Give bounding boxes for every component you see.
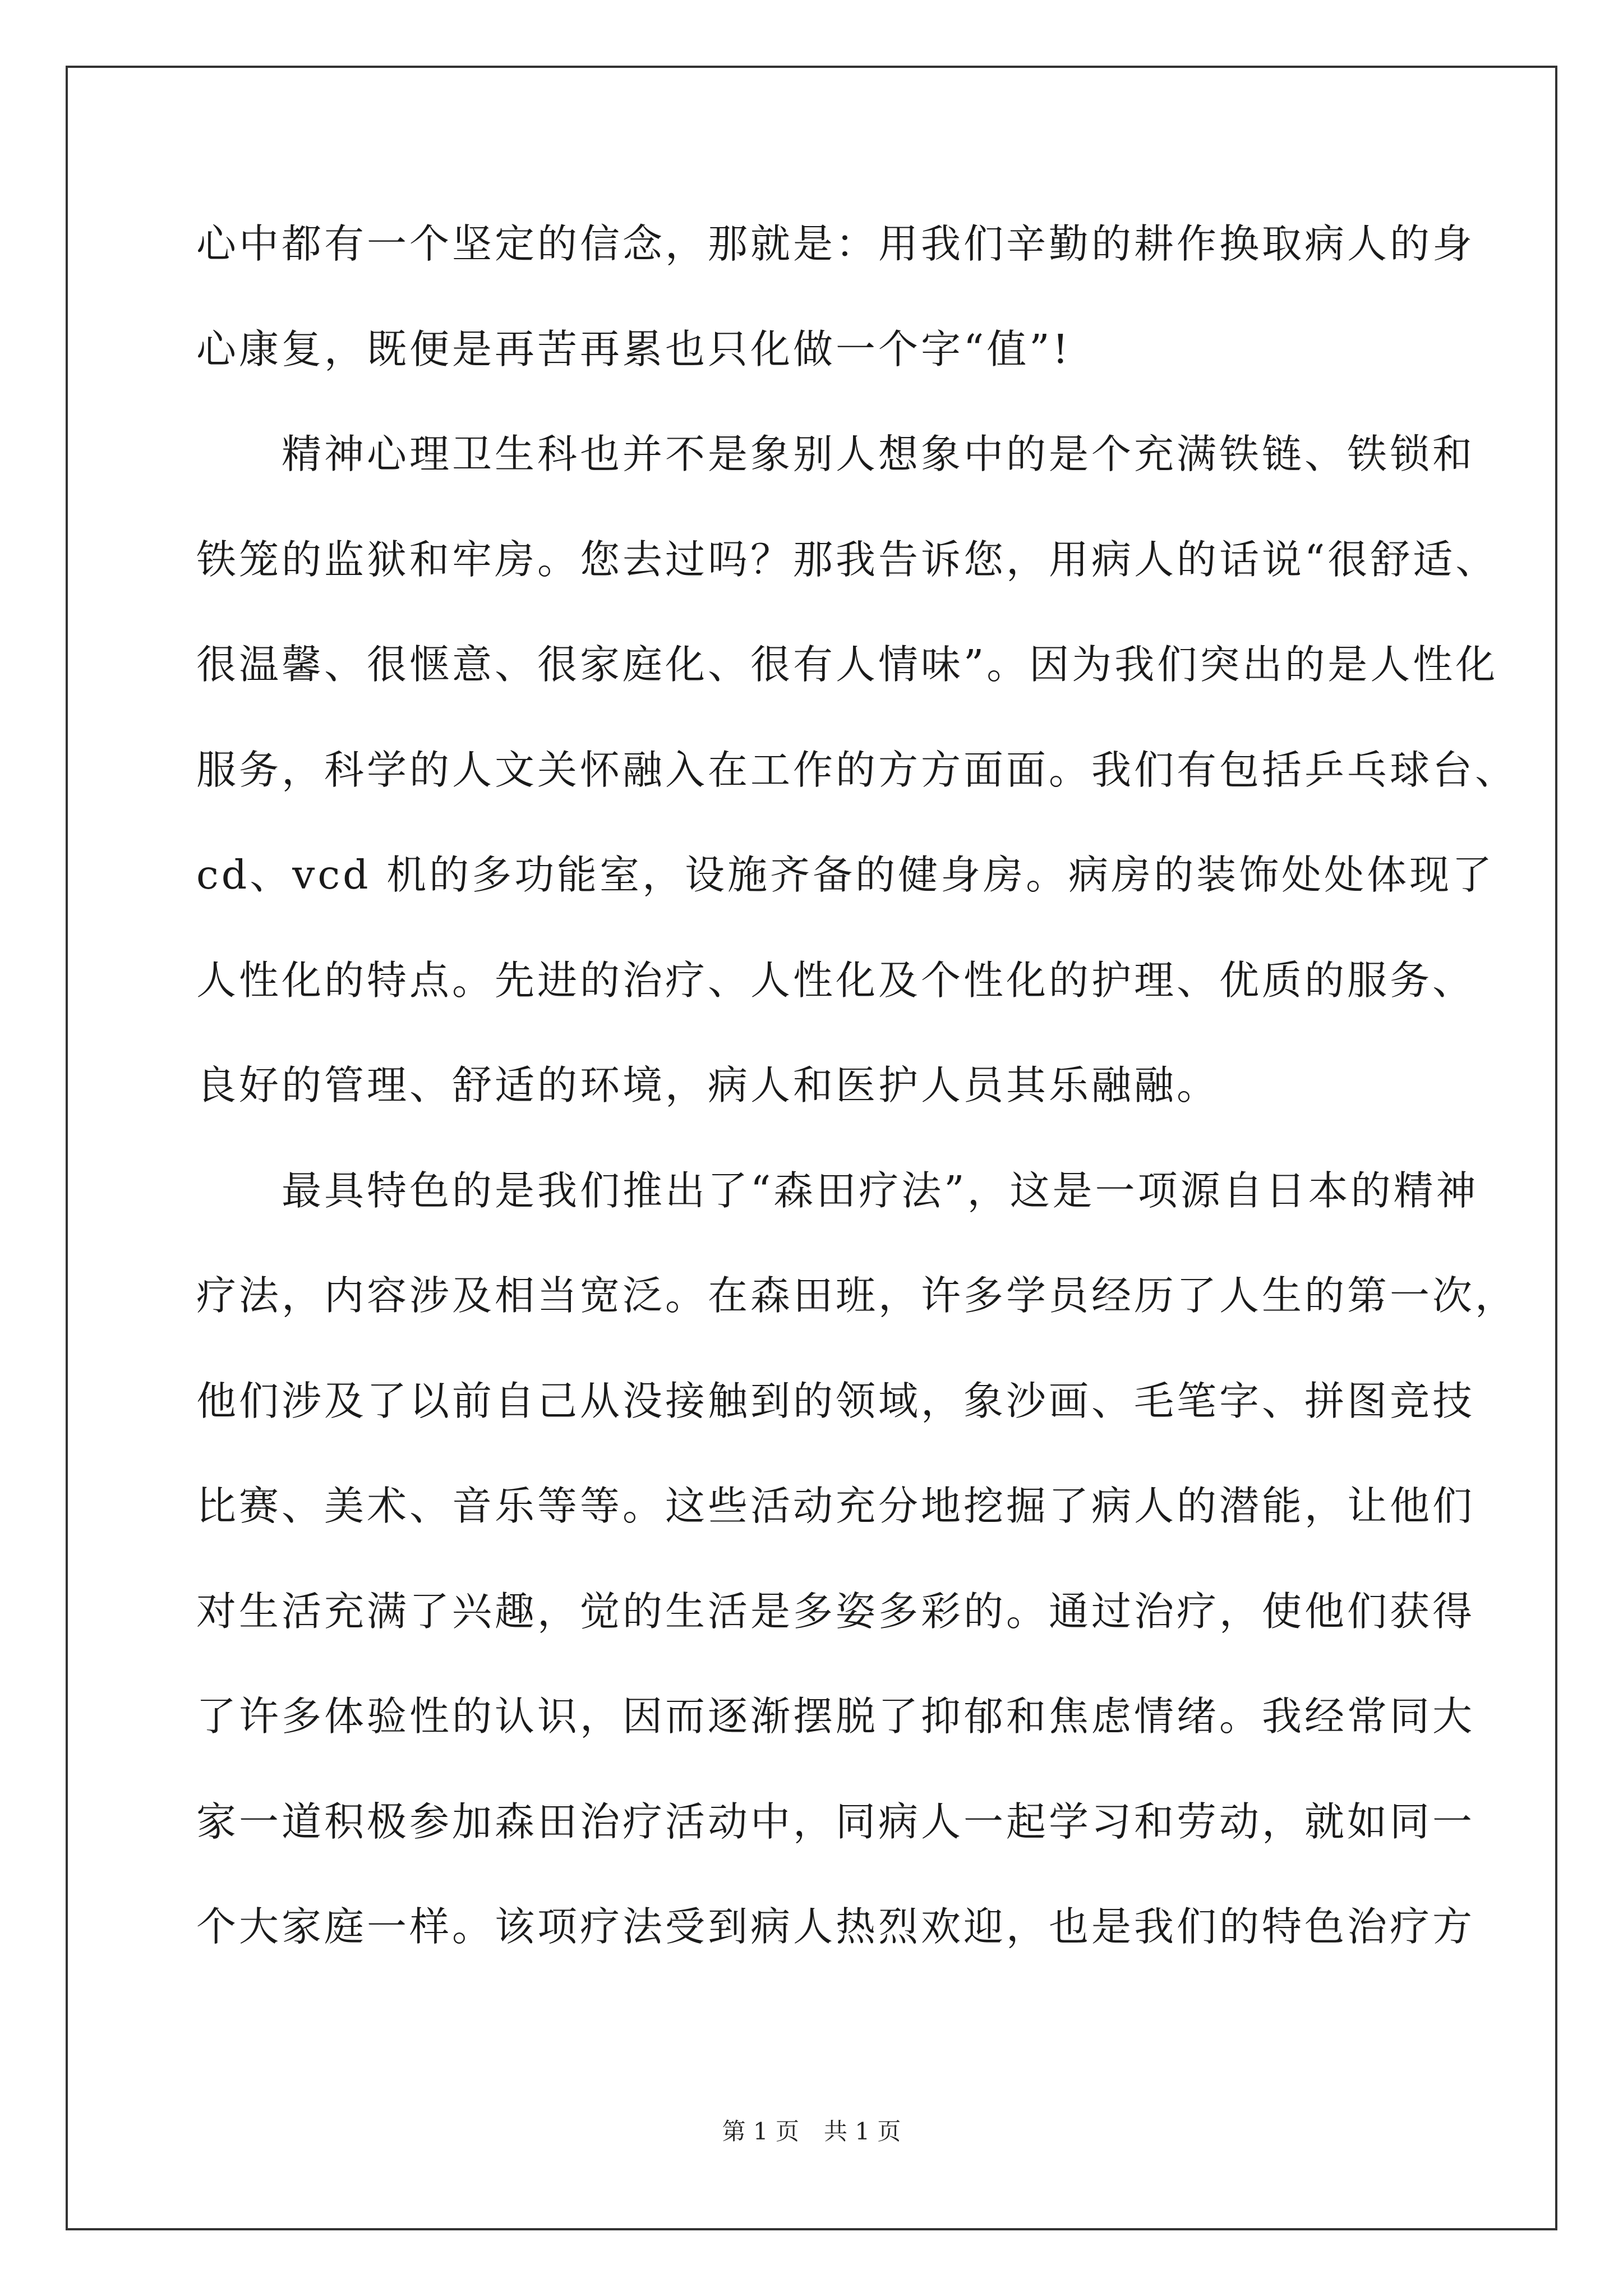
text-line: 精神心理卫生科也并不是象别人想象中的是个充满铁链、铁锁和	[282, 431, 1476, 477]
text-line: 个大家庭一样。该项疗法受到病人热烈欢迎，也是我们的特色治疗方	[196, 1903, 1476, 1950]
text-line: 疗法，内容涉及相当宽泛。在森田班，许多学员经历了人生的第一次，	[196, 1272, 1518, 1319]
text-line: 铁笼的监狱和牢房。您去过吗？那我告诉您，用病人的话说“很舒适、	[196, 536, 1498, 583]
text-line: 家一道积极参加森田治疗活动中，同病人一起学习和劳动，就如同一	[196, 1798, 1476, 1845]
text-line: 服务，科学的人文关怀融入在工作的方方面面。我们有包括乒乓球台、	[196, 746, 1518, 793]
text-line: 心康复，既便是再苦再累也只化做一个字“值”!	[196, 325, 1072, 372]
page-number-current: 第 1 页	[722, 2118, 799, 2145]
page-footer	[0, 2118, 1623, 2146]
text-line: cd、vcd 机的多功能室，设施齐备的健身房。病房的装饰处处体现了	[196, 852, 1495, 898]
text-line: 良好的管理、舒适的环境，病人和医护人员其乐融融。	[196, 1062, 1220, 1108]
text-line: 很温馨、很惬意、很家庭化、很有人情味”。因为我们突出的是人性化	[196, 641, 1498, 688]
text-line: 对生活充满了兴趣，觉的生活是多姿多彩的。通过治疗，使他们获得	[196, 1588, 1476, 1635]
text-line: 人性化的特点。先进的治疗、人性化及个性化的护理、优质的服务、	[196, 956, 1476, 1004]
text-line: 他们涉及了以前自己从没接触到的领域，象沙画、毛笔字、拼图竞技	[196, 1377, 1476, 1424]
text-line: 最具特色的是我们推出了“森田疗法”，这是一项源自日本的精神	[282, 1167, 1479, 1214]
text-line: 比赛、美术、音乐等等。这些活动充分地挖掘了病人的潜能，让他们	[196, 1483, 1476, 1529]
text-line: 心中都有一个坚定的信念，那就是：用我们辛勤的耕作换取病人的身	[196, 220, 1476, 267]
text-line: 了许多体验性的认识，因而逐渐摆脱了抑郁和焦虑情绪。我经常同大	[196, 1693, 1476, 1740]
page-number-total: 共 1 页	[824, 2118, 901, 2145]
